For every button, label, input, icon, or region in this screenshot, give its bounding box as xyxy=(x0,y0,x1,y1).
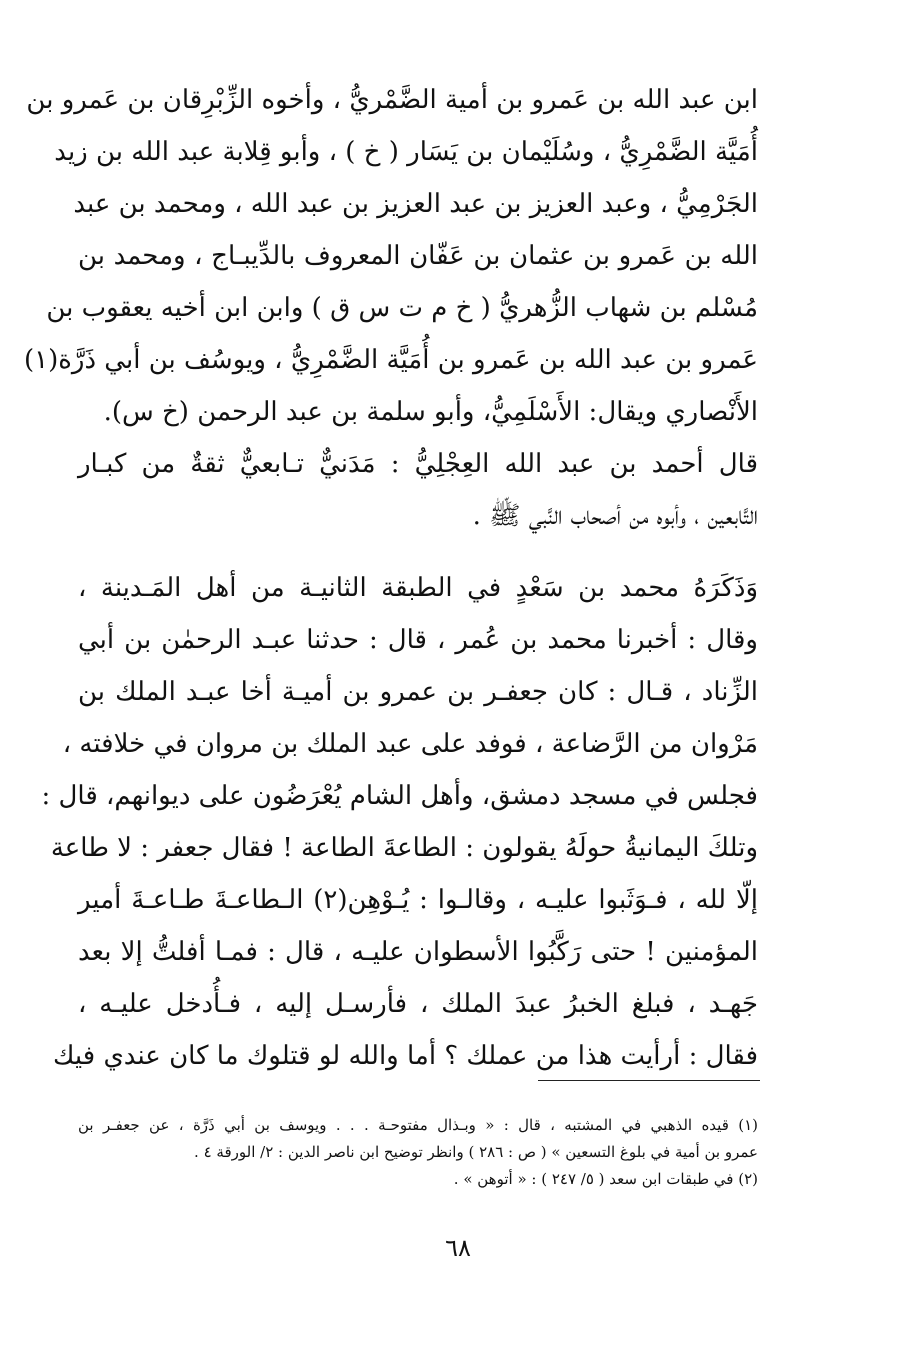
text-line: الله بن عَمرو بن عثمان بن عَفّان المعروف بالدِّيبـاج ، ومحمد بن xyxy=(78,241,758,271)
paragraph-3 xyxy=(41,562,759,1082)
text-line: الجَرْمِيُّ ، وعبد العزيز بن عبد العزيز بن عبد الله ، ومحمد بن عبد xyxy=(73,189,758,219)
text-line: المؤمنين ! حتى رَكَّبُوا الأسطوان عليـه ، قال : فمـا أفلتُّ إلا بعد xyxy=(78,937,758,967)
text-line: إلّا لله ، فـوَثَبوا عليـه ، وقالـوا : يُـوْهِن(٢) الـطاعـةَ طـاعـةَ أمير xyxy=(78,885,759,915)
paragraph-1 xyxy=(24,74,758,438)
text-line: فقال : أرأيت هذا من عملك ؟ أما والله لو قتلوك ما كان عندي فيك xyxy=(53,1041,758,1071)
text-line: وَذَكَرَهُ محمد بن سَعْدٍ في الطبقة الثانيـة من أهل المَـدينة ، xyxy=(78,573,758,603)
text-line: التَّابعين ، وأبوه من أصحاب النَّبي ﷺ . xyxy=(472,501,758,531)
text-line: عَمرو بن عبد الله بن عَمرو بن أُمَيَّة الضَّمْرِيُّ ، ويوسُف بن أبي ذَرَّة(١) xyxy=(24,345,758,375)
text-line: مَرْوان من الرَّضاعة ، فوفد على عبد الملك بن مروان في خلافته ، xyxy=(62,729,758,759)
footnotes xyxy=(78,1112,758,1193)
text-line: جَهـد ، فبلغ الخبرُ عبدَ الملك ، فأرسـل إليه ، فـأُدخل عليـه ، xyxy=(78,989,758,1019)
paragraph-2 xyxy=(78,438,758,542)
footnote-line: عمرو بن أمية في بلوغ التسعين » ( ص : ٢٨٦ ) وانظر توضيح ابن ناصر الدين : ٢/ الورقة ٤ . xyxy=(194,1143,758,1161)
text-line: قال أحمد بن عبد الله العِجْلِيُّ : مَدَنيٌّ تـابعيٌّ ثقةٌ من كبـار xyxy=(78,449,758,479)
text-line: وتلكَ اليمانيةُ حولَهُ يقولون : الطاعةَ الطاعة ! فقال جعفر : لا طاعة xyxy=(50,833,758,863)
page-number: ٦٨ xyxy=(445,1234,471,1262)
text-line: الأَنْصاري ويقال: الأَسْلَمِيُّ، وأبو سلمة بن عبد الرحمن (خ س). xyxy=(103,397,758,427)
text-line: وقال : أخبرنا محمد بن عُمر ، قال : حدثنا عبـد الرحمٰن بن أبي xyxy=(78,625,758,655)
text-line: ابن عبد الله بن عَمرو بن أمية الضَّمْريُّ ، وأخوه الزِّبْرِقان بن عَمرو بن xyxy=(26,85,758,115)
text-line: أُمَيَّة الضَّمْرِيُّ ، وسُلَيْمان بن يَسَار ( خ ) ، وأبو قِلابة عبد الله بن زيد xyxy=(54,137,758,167)
text-line: فجلس في مسجد دمشق، وأهل الشام يُعْرَضُون على ديوانهم، قال : xyxy=(41,781,758,811)
footnote-line: (٢) في طبقات ابن سعد ( ٥/ ٢٤٧ ) : « أتوهن » . xyxy=(453,1170,758,1188)
text-line: مُسْلم بن شهاب الزُّهريُّ ( خ م ت س ق ) وابن ابن أخيه يعقوب بن xyxy=(46,293,758,323)
footnote-line: (١) قيده الذهبي في المشتبه ، قال : « وبـذال مفتوحـة . . . ويوسف بن أبي ذَرَّة ، عن جعفـر بن xyxy=(78,1116,758,1134)
footnote-separator xyxy=(538,1080,760,1081)
text-line: الزِّناد ، قـال : كان جعفـر بن عمرو بن أميـة أخا عبـد الملك بن xyxy=(78,677,758,707)
